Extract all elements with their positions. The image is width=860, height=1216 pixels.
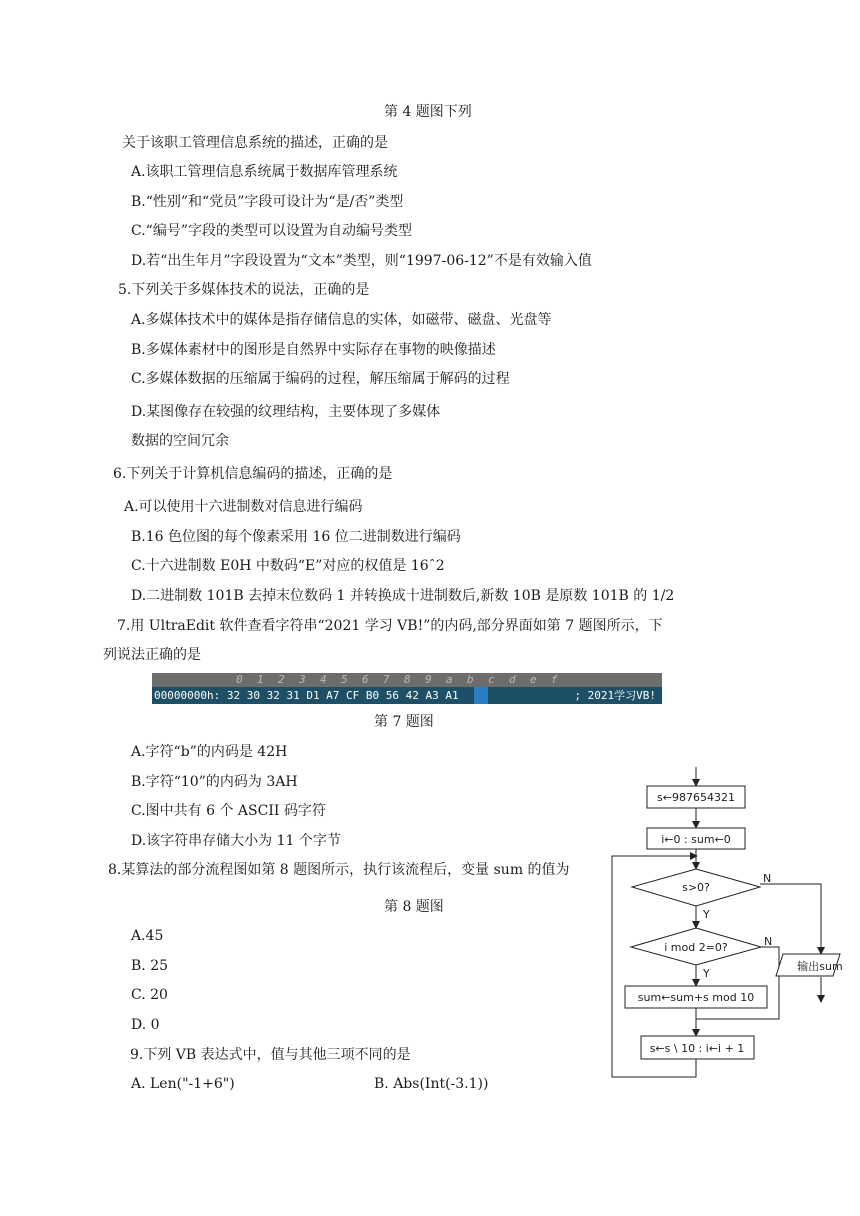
- hex-col-b: b: [467, 673, 474, 686]
- hex-col-5: 5: [341, 673, 348, 686]
- flow-text-init-i-sum: i←0 : sum←0: [661, 833, 731, 846]
- flow-text-update-s-i: s←s \ 10 : i←i + 1: [649, 1042, 745, 1055]
- hex-col-a: a: [446, 673, 453, 686]
- hex-col-1: 1: [257, 673, 264, 686]
- question-5-option-d: D.某图像存在较强的纹理结构，主要体现了多媒体: [131, 404, 441, 420]
- hex-col-c: c: [488, 673, 495, 686]
- hex-col-f: f: [551, 673, 558, 686]
- question-4-option-c: C.“编号”字段的类型可以设置为自动编号类型: [131, 223, 412, 239]
- hex-col-9: 9: [425, 673, 432, 686]
- hex-cursor-selection: [474, 687, 488, 704]
- flow-label-no-2: N: [764, 935, 773, 948]
- question-5-option-d-continued: 数据的空间冗余: [131, 433, 229, 449]
- flow-text-cond1: s>0?: [682, 881, 710, 894]
- hex-bytes: 00000000h: 32 30 32 31 D1 A7 CF B0 56 42 A3 A1: [154, 689, 459, 702]
- question-8-option-a: A.45: [131, 928, 164, 944]
- flow-label-yes-1: Y: [703, 908, 710, 921]
- flow-text-output: 输出sum: [797, 960, 843, 973]
- flow-label-yes-2: Y: [703, 967, 710, 980]
- question-4-option-d: D.若“出生年月”字段设置为“文本”类型，则“1997-06-12”不是有效输入值: [131, 253, 592, 269]
- question-8-option-c: C. 20: [131, 987, 168, 1003]
- question-6-option-c: C.十六进制数 E0H 中数码“E”对应的权值是 16ˆ2: [131, 558, 445, 574]
- question-4-option-a: A.该职工管理信息系统属于数据库管理系统: [131, 164, 398, 180]
- figure-8-caption: 第 8 题图: [384, 899, 444, 915]
- question-5-option-a: A.多媒体技术中的媒体是指存储信息的实体，如磁带、磁盘、光盘等: [131, 312, 552, 328]
- flow-text-cond2: i mod 2=0?: [664, 941, 728, 954]
- question-7-stem-line1: 7.用 UltraEdit 软件查看字符串“2021 学习 VB!”的内码,部分界面如第 7 题图所示，下: [117, 618, 663, 634]
- hex-col-3: 3: [299, 673, 306, 686]
- question-8-stem: 8.某算法的部分流程图如第 8 题图所示，执行该流程后，变量 sum 的值为: [108, 862, 570, 878]
- question-5-option-b: B.多媒体素材中的图形是自然界中实际存在事物的映像描述: [131, 342, 496, 358]
- question-4-option-b: B.“性别”和“党员”字段可设计为“是/否”类型: [131, 194, 404, 210]
- question-7-option-b: B.字符“10”的内码为 3AH: [131, 774, 298, 790]
- hex-col-4: 4: [320, 673, 327, 686]
- flow-text-update-sum: sum←sum+s mod 10: [637, 991, 755, 1004]
- hex-col-7: 7: [383, 673, 390, 686]
- question-7-option-c: C.图中共有 6 个 ASCII 码字符: [131, 803, 326, 819]
- hex-col-8: 8: [404, 673, 411, 686]
- hex-column-header: [152, 673, 662, 687]
- question-9-option-b: B. Abs(Int(-3.1)): [374, 1076, 489, 1092]
- question-6-stem: 6.下列关于计算机信息编码的描述，正确的是: [113, 466, 393, 482]
- hex-ascii-column: ; 2021学习VB!: [574, 689, 656, 702]
- question-7-stem-line2: 列说法正确的是: [103, 647, 201, 663]
- hex-col-e: e: [530, 673, 537, 686]
- question-7-option-a: A.字符“b”的内码是 42H: [131, 744, 288, 760]
- question-4-stem: 关于该职工管理信息系统的描述，正确的是: [122, 135, 388, 151]
- question-6-option-a: A.可以使用十六进制数对信息进行编码: [124, 499, 363, 515]
- question-7-option-d: D.该字符串存储大小为 11 个字节: [131, 833, 341, 849]
- question-5-option-c: C.多媒体数据的压缩属于编码的过程，解压缩属于解码的过程: [131, 371, 510, 387]
- question-6-option-d: D.二进制数 101B 去掉末位数码 1 并转换成十进制数后,新数 10B 是原数 101B 的 1/2: [131, 588, 675, 604]
- question-6-option-b: B.16 色位图的每个像素采用 16 位二进制数进行编码: [131, 529, 461, 545]
- question-9-stem: 9.下列 VB 表达式中，值与其他三项不同的是: [130, 1047, 411, 1063]
- hex-col-d: d: [509, 673, 516, 686]
- question-8-option-b: B. 25: [131, 958, 169, 974]
- flow-label-no-1: N: [763, 872, 772, 885]
- hex-col-2: 2: [278, 673, 285, 686]
- figure-7-caption: 第 7 题图: [374, 714, 434, 730]
- hex-editor-figure: [152, 673, 662, 704]
- flow-text-init-s: s←987654321: [657, 791, 735, 804]
- hex-col-6: 6: [362, 673, 369, 686]
- hex-data-row: [152, 687, 662, 704]
- flowchart-figure-8: [605, 765, 843, 1085]
- question-9-option-a: A. Len("-1+6"): [131, 1076, 235, 1092]
- question-5-stem: 5.下列关于多媒体技术的说法，正确的是: [118, 282, 370, 298]
- figure-4-caption: 第 4 题图下列: [384, 104, 472, 120]
- hex-col-0: 0: [236, 673, 243, 686]
- question-8-option-d: D. 0: [131, 1017, 160, 1033]
